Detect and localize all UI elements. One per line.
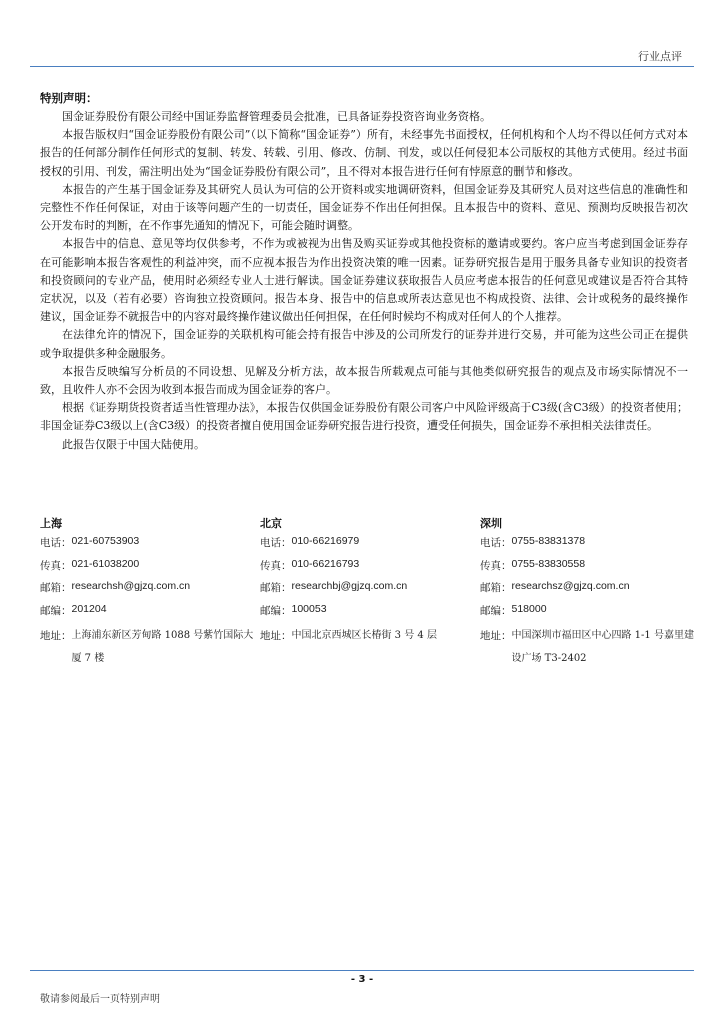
contact-zip-row [260, 603, 480, 626]
header-rule [30, 66, 694, 67]
contact-shenzhen [480, 515, 700, 670]
notice-paragraph: 此报告仅限于中国大陆使用。 [62, 437, 205, 451]
contact-email-row [480, 580, 700, 603]
contact-address-row [480, 625, 700, 670]
email-label: 邮箱： [40, 582, 72, 594]
zip-label: 邮编： [480, 604, 512, 617]
zip-value: 518000 [511, 602, 547, 615]
contact-zip-row [480, 603, 700, 626]
contact-address-row [40, 625, 260, 670]
fax-label: 传真： [40, 559, 72, 572]
notice-paragraph: 本报告版权归“国金证券股份有限公司”（以下简称“国金证券”）所有，未经事先书面授权，任何机构和个人均不得以任何方式对本报告的任何部分制作任何形式的复制、转发、转载、引用、修改、仿制、刊发，或以任何侵犯本公司版权的其他方式使用。经过书面授权的引用、刊发，需注明出处为“国金证券股份有限公司”，且不得对本报告进行任何有悖原意的删节和修改。 [40, 128, 688, 178]
phone-label: 电话： [480, 537, 512, 549]
email-label: 邮箱： [480, 582, 512, 594]
contact-beijing [260, 515, 480, 648]
zip-label: 邮编： [40, 604, 72, 617]
notice-paragraph: 本报告中的信息、意见等均仅供参考，不作为或被视为出售及购买证券或其他投资标的邀请或要约。客户应当考虑到国金证券存在可能影响本报告客观性的利益冲突，而不应视本报告为作出投资决策的唯一因素。证券研究报告是用于服务具备专业知识的投资者和投资顾问的专业产品，使用时必须经专业人士进行解读。国金证券建议获取报告人员应考虑本报告的任何意见或建议是否符合其特定状况，以及（若有必要）咨询独立投资顾问。报告本身、报告中的信息或所表达意见也不构成投资、法律、会计或税务的最终操作建议，国金证券不就报告中的内容对最终操作建议做出任何担保，在任何时候均不构成对任何人的个人推荐。 [40, 237, 688, 324]
address-value: 中国北京西城区长椿街 3 号 4 层 [291, 630, 437, 641]
notice-paragraph: 在法律允许的情况下，国金证券的关联机构可能会持有报告中涉及的公司所发行的证券并进行交易，并可能为这些公司正在提供或争取提供多种金融服务。 [40, 328, 688, 360]
notice-paragraph: 本报告的产生基于国金证券及其研究人员认为可信的公开资料或实地调研资料，但国金证券及其研究人员对这些信息的准确性和完整性不作任何保证，对由于该等问题产生的一切责任，国金证券不作出任何担保。且本报告中的资料、意见、预测均反映报告初次公开发布时的判断，在不作事先通知的情况下，可能会随时调整。 [40, 182, 688, 233]
contact-city: 上海 [40, 517, 62, 530]
contact-fax-row [40, 558, 260, 581]
fax-value: 021-61038200 [71, 557, 140, 570]
contact-city: 北京 [260, 517, 282, 530]
phone-value: 010-66216979 [291, 535, 360, 547]
contact-shanghai [40, 515, 260, 670]
phone-label: 电话： [260, 537, 292, 549]
contact-city: 深圳 [480, 517, 502, 530]
contact-phone-row [260, 535, 480, 558]
phone-value: 0755-83831378 [511, 535, 586, 547]
address-label: 地址： [260, 630, 292, 642]
address-label: 地址： [40, 630, 72, 642]
email-link[interactable]: researchsz@gjzq.com.cn [511, 580, 630, 592]
contact-address-row [260, 625, 480, 648]
contact-section [40, 515, 704, 675]
notice-paragraph: 国金证券股份有限公司经中国证券监督管理委员会批准，已具备证券投资咨询业务资格。 [62, 110, 491, 123]
header-category: 行业点评 [638, 50, 682, 63]
notice-paragraph: 本报告反映编写分析员的不同设想、见解及分析方法，故本报告所载观点可能与其他类似研究报告的观点及市场实际情况不一致，且收件人亦不会因为收到本报告而成为国金证券的客户。 [40, 364, 688, 397]
contact-zip-row [40, 603, 260, 626]
contact-fax-row [260, 558, 480, 581]
email-link[interactable]: researchbj@gjzq.com.cn [291, 580, 408, 592]
address-value: 中国深圳市福田区中心四路 1-1 号嘉里建设广场 T3-2402 [511, 630, 694, 664]
notice-title: 特别声明： [40, 91, 98, 105]
notice-paragraph: 根据《证券期货投资者适当性管理办法》，本报告仅供国金证券股份有限公司客户中风险评级高于C3级(含C3级）的投资者使用；非国金证券C3级以上(含C3级）的投资者擅自使用国金证券研究报告进行投资，遭受任何损失，国金证券不承担相关法律责任。 [40, 401, 688, 433]
zip-label: 邮编： [260, 604, 292, 617]
contact-email-row [40, 580, 260, 603]
zip-value: 201204 [71, 602, 107, 615]
footer-note: 敬请参阅最后一页特别声明 [40, 994, 160, 1005]
contact-email-row [260, 580, 480, 603]
page-number: - 3 - [350, 974, 374, 985]
contact-fax-row [480, 558, 700, 581]
contact-phone-row [480, 535, 700, 558]
address-value: 上海浦东新区芳甸路 1088 号紫竹国际大厦 7 楼 [71, 630, 254, 664]
zip-value: 100053 [291, 602, 327, 615]
fax-label: 传真： [260, 559, 292, 572]
fax-value: 010-66216793 [291, 557, 360, 570]
footer-rule [30, 970, 694, 971]
phone-value: 021-60753903 [71, 535, 140, 547]
notice-body [40, 108, 688, 454]
fax-value: 0755-83830558 [511, 557, 586, 570]
email-label: 邮箱： [260, 582, 292, 594]
fax-label: 传真： [480, 559, 512, 572]
contact-phone-row [40, 535, 260, 558]
address-label: 地址： [480, 630, 512, 642]
email-link[interactable]: researchsh@gjzq.com.cn [71, 580, 191, 592]
phone-label: 电话： [40, 537, 72, 549]
